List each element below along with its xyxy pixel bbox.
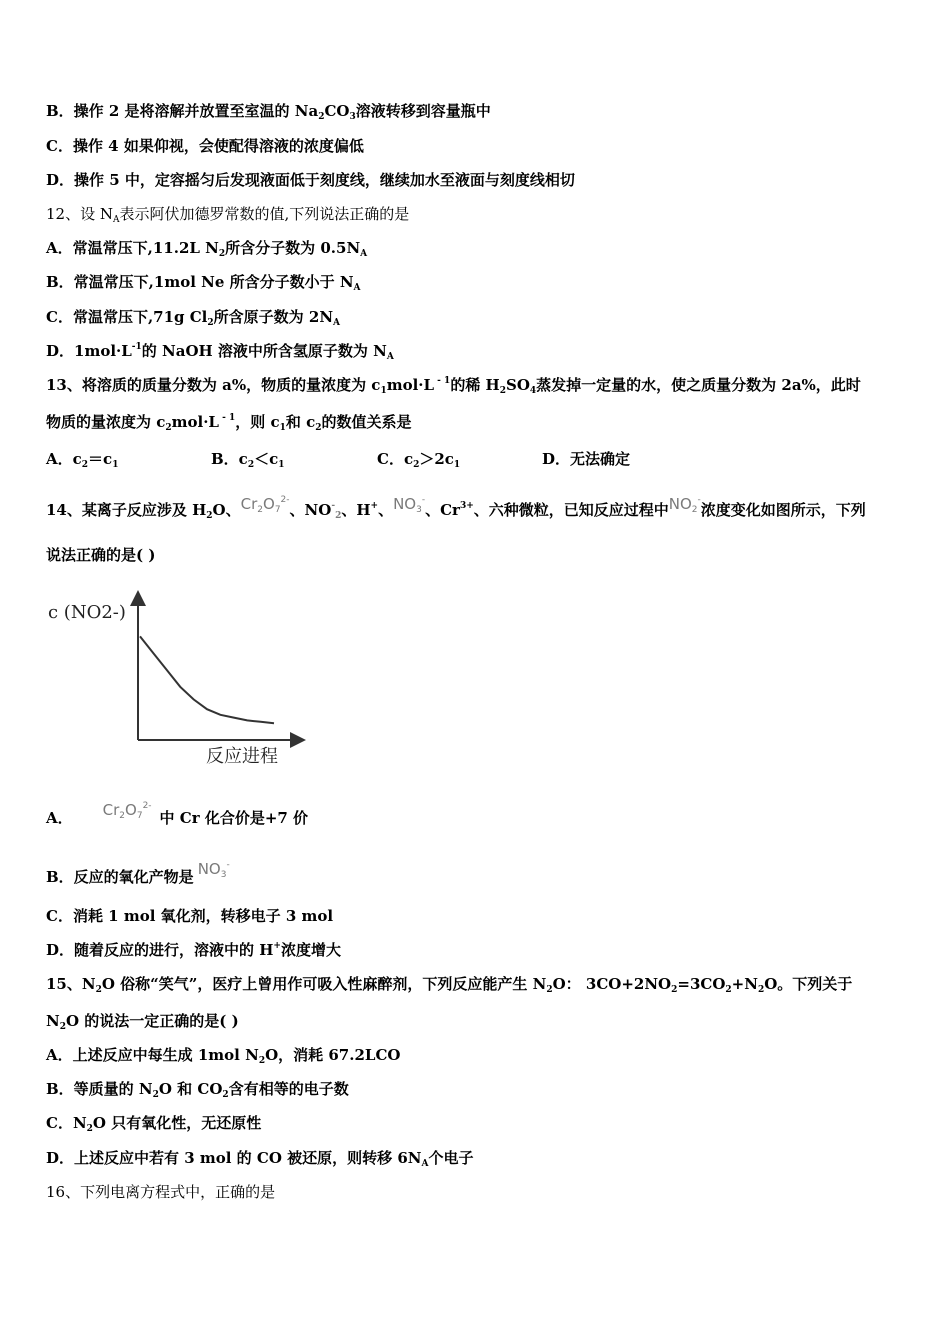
q13-option-d: D．无法确定 [542, 450, 631, 468]
q13-stem-line1: 13、将溶质的质量分数为 a%，物质的量浓度为 $c_1mol\cdot L$ $^{- 1}$的稀 $H_2SO_4$蒸发掉一定量的水，使之质量分数为 2a%，此时 [46, 376, 861, 396]
q12-option-d: D．$1mol\cdot L^{-1}$的 NaOH 溶液中所含氢原子数为 $N_A$ [46, 342, 394, 362]
q11-option-c: C．操作 4 如果仰视，会使配得溶液的浓度偏低 [46, 137, 364, 155]
q16-stem: 16、下列电离方程式中，正确的是 [46, 1183, 276, 1201]
q12-option-a: A．常温常压下,11.2L $N_2$所含分子数为 $0.5N_A$ [46, 239, 368, 259]
q13-option-b: B．$c_2<c_1$ [211, 450, 285, 470]
nitrite-formula: $NO_2^-$ [668, 495, 701, 515]
concentration-chart [44, 590, 314, 775]
q12-stem: 12、设 $N_A$表示阿伏加德罗常数的值,下列说法正确的是 [46, 205, 410, 225]
q14-stem-line2: 说法正确的是( ) [46, 546, 156, 564]
q15-option-c: C．$N_2O$ 只有氧化性，无还原性 [46, 1114, 262, 1134]
q12-option-b: B．常温常压下,1mol Ne 所含分子数小于 $N_A$ [46, 273, 361, 293]
nitrate-formula: $NO_3^-$ [393, 495, 426, 515]
q15-stem-line1: 15、$N_2O$ 俗称“笑气”，医疗上曾用作可吸入性麻醉剂，下列反应能产生 $N_2O$： $3CO+2NO_2=3CO_2+N_2O$。下列关于 [46, 975, 853, 995]
chart-xlabel: 反应进程 [206, 746, 278, 767]
q15-option-a: A．上述反应中每生成 1mol $N_2O$，消耗 67.2LCO [46, 1046, 401, 1066]
q14-stem-line1: 14、某离子反应涉及 $H_2O$、$Cr_2O_7^{2-}$、$NO^-_2$、H+、$NO_3^-$、$Cr^{3+}$、六种微粒，已知反应过程中$NO_2^-$浓度变化如图所示，下列 [46, 495, 866, 521]
q13-stem-line2: 物质的量浓度为 $c_2mol\cdot L$ $^{- 1}$，则 $c_1$和 $c_2$的数值关系是 [46, 413, 412, 433]
q15-option-d: D．上述反应中若有 3 mol 的 CO 被还原，则转移 $6N_A$个电子 [46, 1149, 474, 1169]
q13-option-a: A．$c_2=c_1$ [46, 450, 119, 470]
q11-option-b: B．操作 2 是将溶解并放置至室温的 $Na_2CO_3$溶液转移到容量瓶中 [46, 102, 491, 122]
q13-option-c: C．$c_2>2c_1$ [377, 450, 461, 470]
q14-option-c: C．消耗 1 mol 氧化剂，转移电子 3 mol [46, 907, 334, 925]
concentration-curve [140, 636, 274, 723]
dichromate-formula-option: $Cr_2O_7^{2-}$ [102, 801, 152, 821]
q11-option-d: D．操作 5 中，定容摇匀后发现液面低于刻度线，继续加水至液面与刻度线相切 [46, 171, 575, 189]
chart-ylabel: c (NO2-) [48, 602, 126, 623]
q14-option-b: B．反应的氧化产物是 $NO_3^-$ [46, 860, 230, 886]
q15-option-b: B．等质量的 $N_2O$ 和 $CO_2$含有相等的电子数 [46, 1080, 349, 1100]
q12-option-c: C．常温常压下,71g $Cl_2$所含原子数为 $2N_A$ [46, 308, 341, 328]
q14-option-d: D．随着反应的进行，溶液中的 H+浓度增大 [46, 941, 341, 959]
q15-stem-line2: $N_2O$ 的说法一定正确的是( ) [46, 1012, 239, 1032]
nitrate-formula-option: $NO_3^-$ [197, 860, 230, 880]
q14-option-a: A． $Cr_2O_7^{2-}$中 Cr 化合价是+7 价 [46, 801, 309, 827]
dichromate-formula: $Cr_2O_7^{2-}$ [240, 495, 290, 515]
